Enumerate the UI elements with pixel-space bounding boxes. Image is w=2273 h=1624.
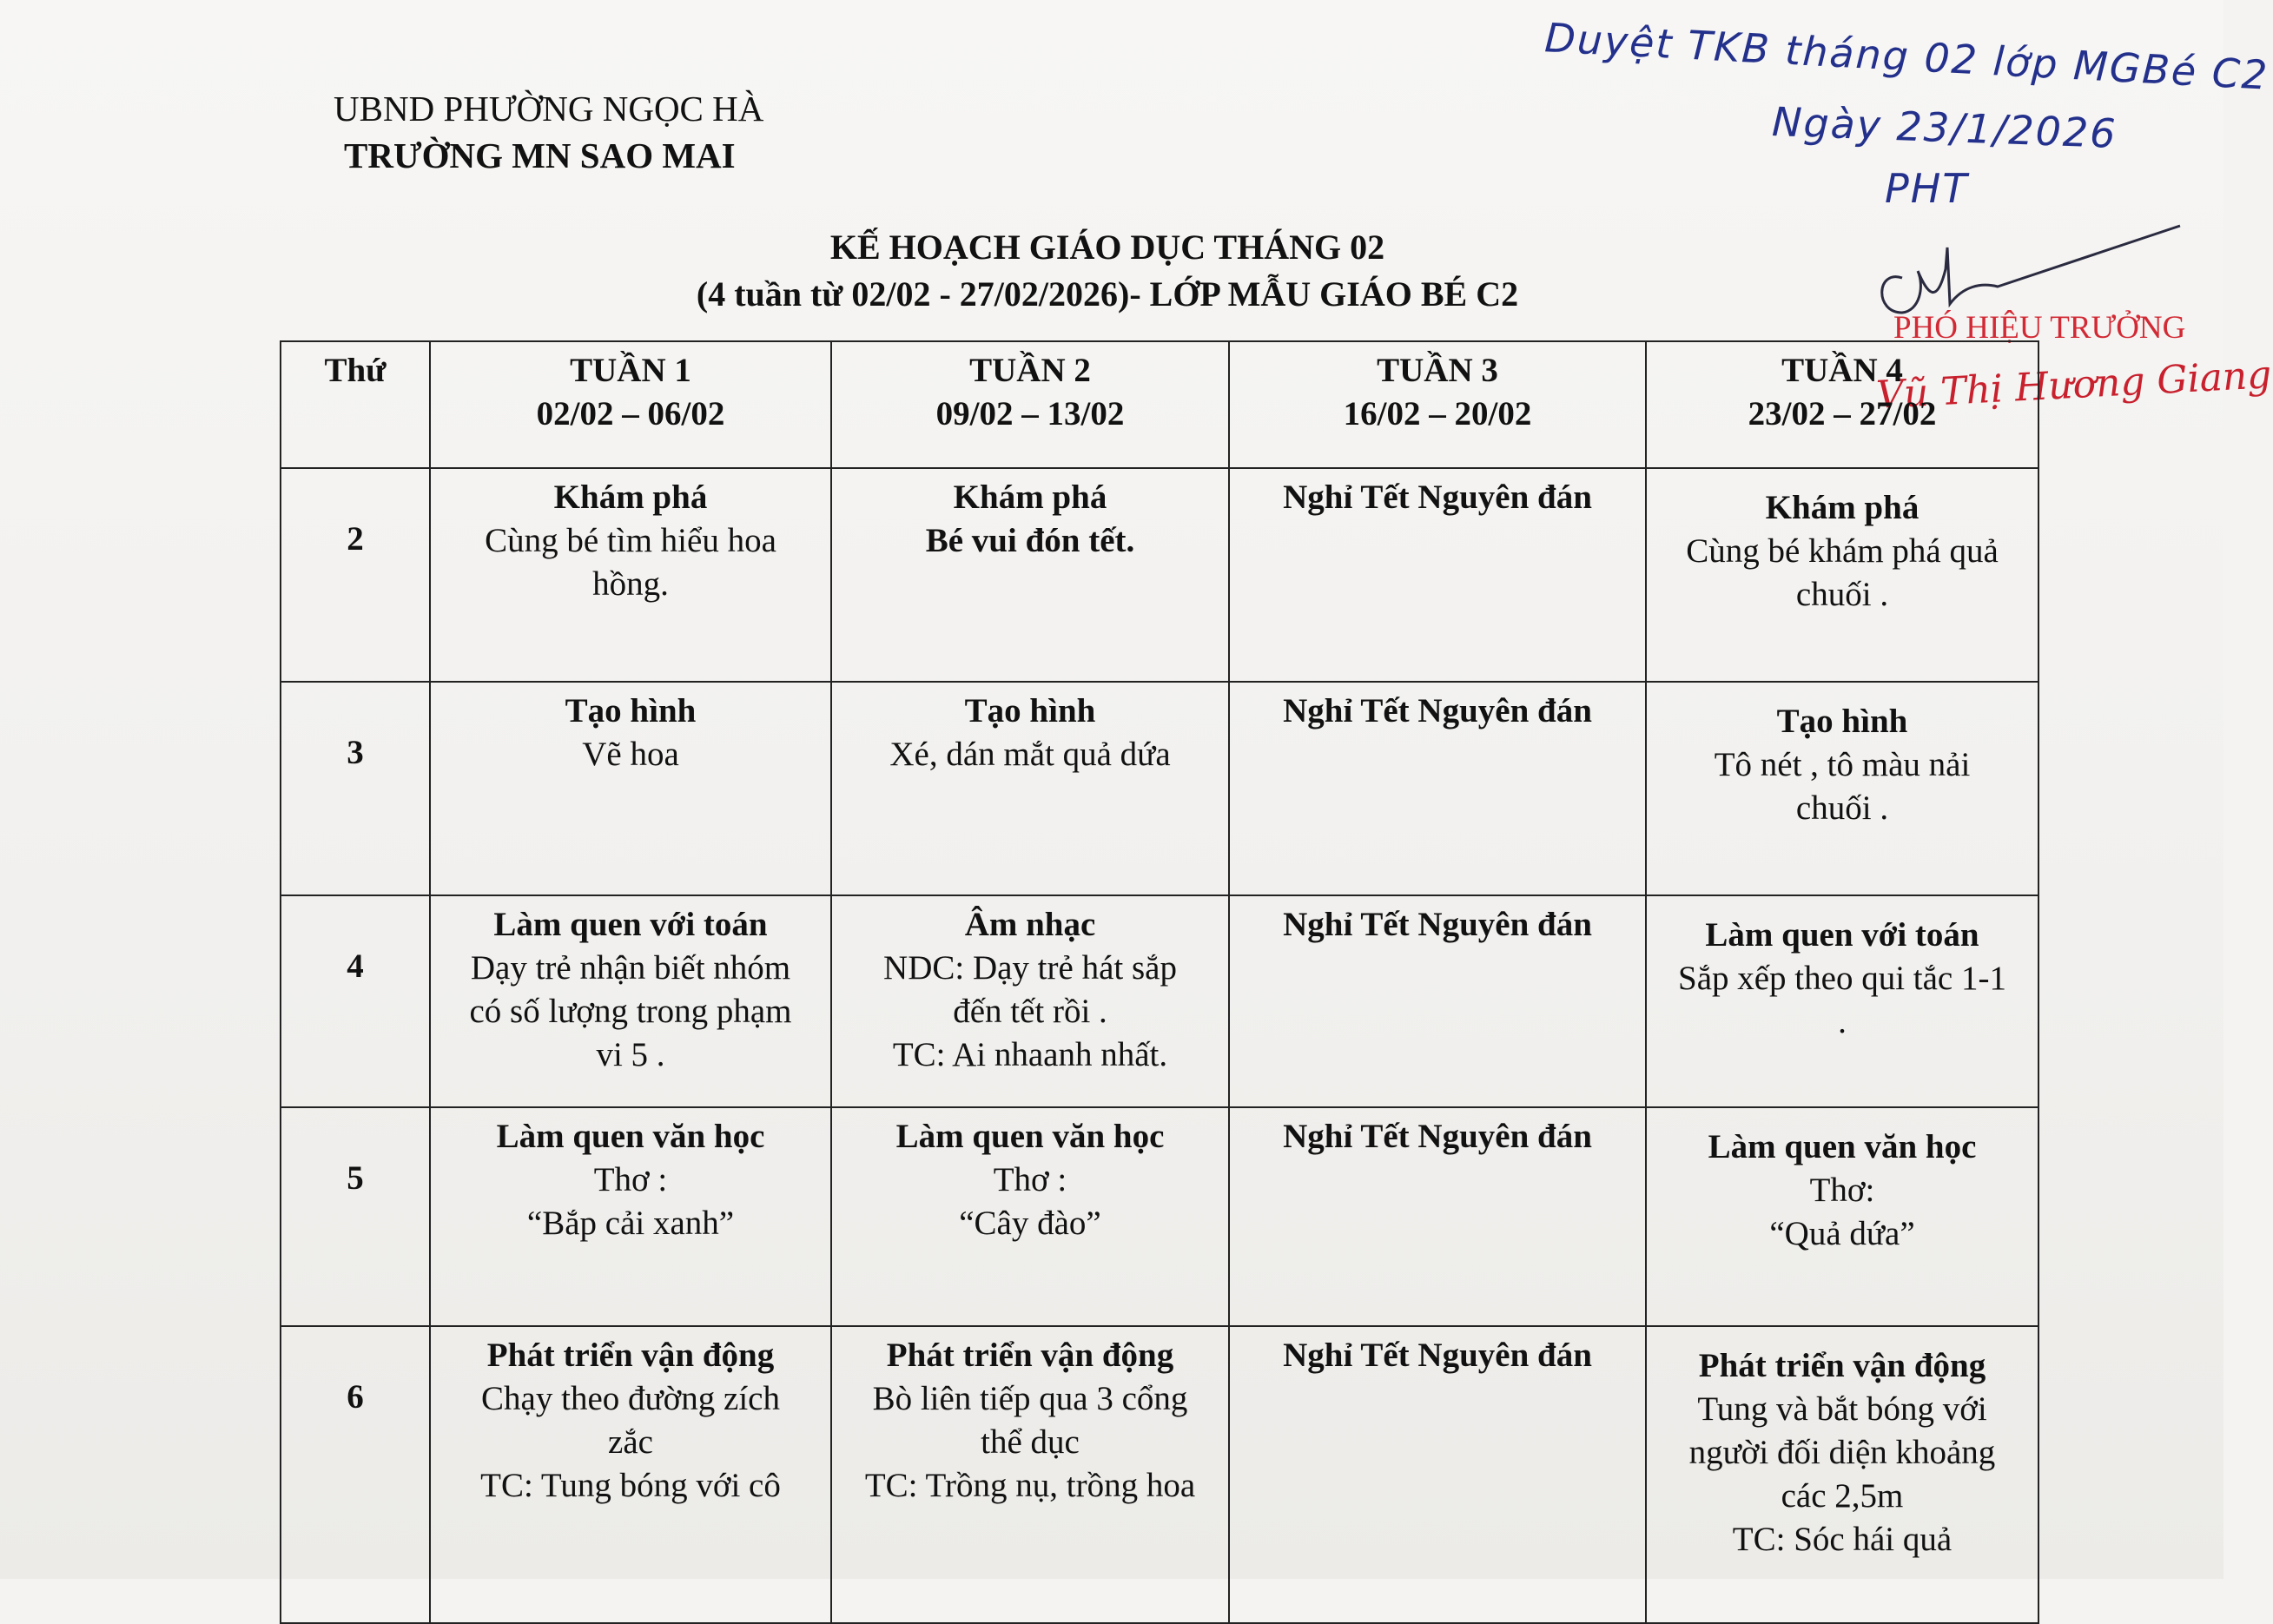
- activity-cell: Khám phá Bé vui đón tết.: [831, 468, 1229, 682]
- school-name: TRƯỜNG MN SAO MAI: [344, 135, 736, 175]
- activity-cell: Tạo hình Tô nét , tô màu nải chuối .: [1646, 682, 2038, 895]
- day-cell: 6: [281, 1326, 430, 1623]
- activity-cell: Khám phá Cùng bé khám phá quả chuối .: [1646, 468, 2038, 682]
- activity-cell: Làm quen văn học Thơ : “Cây đào”: [831, 1107, 1229, 1326]
- day-cell: 4: [281, 895, 430, 1107]
- activity-cell: Tạo hình Xé, dán mắt quả dứa: [831, 682, 1229, 895]
- table-header-row: [281, 341, 2038, 468]
- activity-cell: Làm quen với toán Dạy trẻ nhận biết nhóm có số lượng trong phạm vi 5 .: [430, 895, 831, 1107]
- day-cell: 2: [281, 468, 430, 682]
- title-sub: (4 tuần từ 02/02 - 27/02/2026)- LỚP MẪU GIÁO BÉ C2: [696, 274, 1519, 314]
- activity-cell: Phát triển vận động Bò liên tiếp qua 3 cổng thể dục TC: Trồng nụ, trồng hoa: [831, 1326, 1229, 1623]
- holiday-cell: Nghỉ Tết Nguyên đán: [1229, 682, 1646, 895]
- organization-header: [334, 85, 763, 179]
- approval-note-date: Ngày 23/1/2026: [1771, 98, 2118, 157]
- header-week-4: TUẦN 4 23/02 – 27/02: [1646, 341, 2038, 468]
- day-cell: 5: [281, 1107, 430, 1326]
- activity-cell: Tạo hình Vẽ hoa: [430, 682, 831, 895]
- day-cell: 3: [281, 682, 430, 895]
- title-main: KẾ HOẠCH GIÁO DỤC THÁNG 02: [829, 228, 1385, 267]
- authority-name: UBND PHƯỜNG NGỌC HÀ: [334, 89, 764, 129]
- table-row: [281, 1326, 2038, 1623]
- approval-note-role-abbr: PHT: [1885, 165, 1969, 212]
- activity-cell: Làm quen với toán Sắp xếp theo qui tắc 1-1 .: [1646, 895, 2038, 1107]
- holiday-cell: Nghỉ Tết Nguyên đán: [1229, 895, 1646, 1107]
- activity-cell: Làm quen văn học Thơ : “Bắp cải xanh”: [430, 1107, 831, 1326]
- activity-cell: Phát triển vận động Tung và bắt bóng với người đối diện khoảng các 2,5m TC: Sóc hái quả: [1646, 1326, 2038, 1623]
- header-day: Thứ: [281, 341, 430, 468]
- table-row: [281, 468, 2038, 682]
- table-row: [281, 1107, 2038, 1326]
- signer-role: PHÓ HIỆU TRƯỞNG: [1893, 310, 2186, 346]
- table-row: [281, 682, 2038, 895]
- holiday-cell: Nghỉ Tết Nguyên đán: [1229, 1107, 1646, 1326]
- approval-note-line1: Duyệt TKB tháng 02 lớp MGBé C2: [1543, 14, 2270, 99]
- document-title: [521, 224, 1694, 318]
- activity-cell: Âm nhạc NDC: Dạy trẻ hát sắp đến tết rồi . TC: Ai nhaanh nhất.: [831, 895, 1229, 1107]
- header-week-1: TUẦN 1 02/02 – 06/02: [430, 341, 831, 468]
- activity-cell: Làm quen văn học Thơ: “Quả dứa”: [1646, 1107, 2038, 1326]
- header-week-2: TUẦN 2 09/02 – 13/02: [831, 341, 1229, 468]
- header-week-3: TUẦN 3 16/02 – 20/02: [1229, 341, 1646, 468]
- activity-cell: Phát triển vận động Chạy theo đường zích zắc TC: Tung bóng với cô: [430, 1326, 831, 1623]
- signer-name: Vũ Thị Hương Giang: [1874, 353, 2273, 418]
- activity-cell: Khám phá Cùng bé tìm hiểu hoa hồng.: [430, 468, 831, 682]
- holiday-cell: Nghỉ Tết Nguyên đán: [1229, 468, 1646, 682]
- education-plan-table: [280, 340, 2039, 1624]
- table-row: [281, 895, 2038, 1107]
- holiday-cell: Nghỉ Tết Nguyên đán: [1229, 1326, 1646, 1623]
